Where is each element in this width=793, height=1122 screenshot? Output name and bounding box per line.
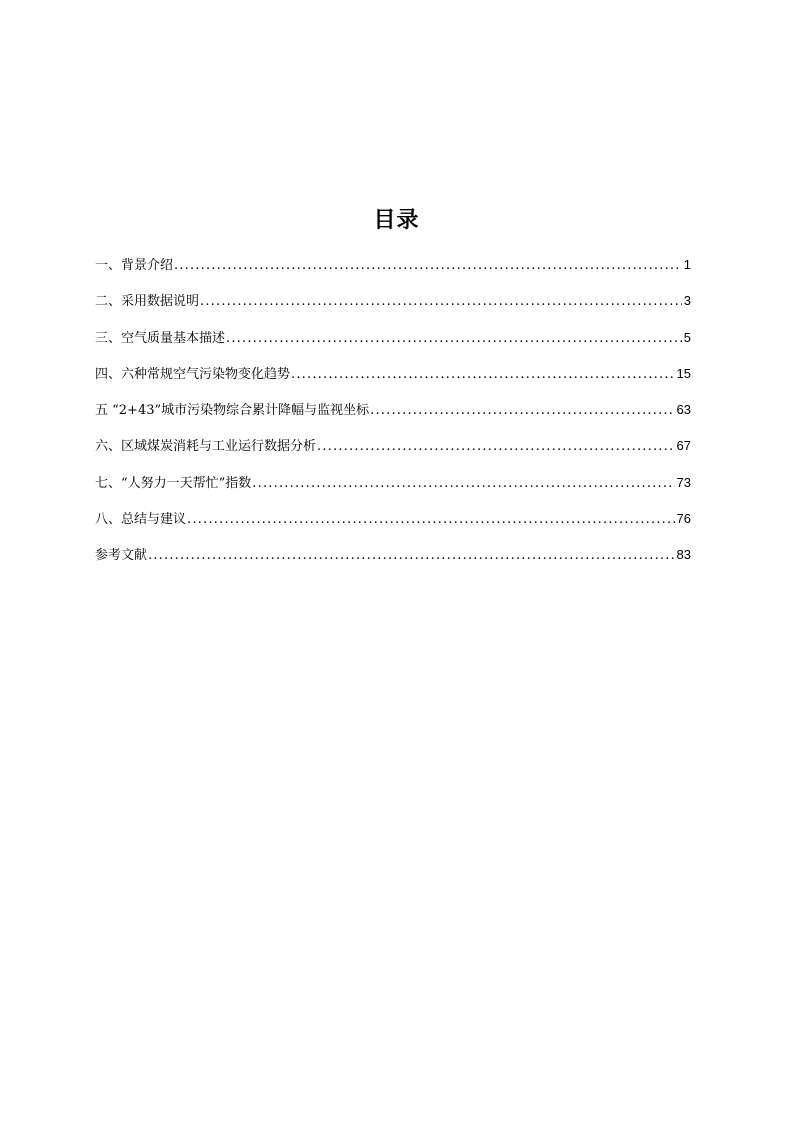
toc-entry-label: 七、“人努力一天帮忙”指数 (95, 475, 252, 491)
toc-page-number: 73 (676, 474, 691, 490)
toc-entry[interactable] (95, 327, 691, 363)
toc-dot-leader (226, 328, 682, 350)
toc-entry-label: 三、空气质量基本描述 (95, 330, 226, 346)
toc-entry-label: 四、六种常规空气污染物变化趋势 (95, 366, 291, 382)
toc-dot-leader (317, 436, 675, 458)
toc-dot-leader (148, 545, 675, 567)
toc-entry-label: 参考文献 (95, 548, 148, 564)
toc-page-number: 3 (683, 293, 691, 309)
toc-entry[interactable] (95, 472, 691, 508)
toc-dot-leader (291, 364, 675, 386)
toc-dot-leader (174, 255, 682, 277)
toc-entry[interactable] (95, 363, 691, 399)
toc-page-number: 15 (676, 365, 691, 381)
toc-entry-label: 一、背景介绍 (95, 258, 174, 273)
toc-dot-leader (187, 509, 675, 531)
toc-entry[interactable] (95, 290, 691, 326)
toc-dot-leader (370, 400, 674, 422)
toc-entry-label: 六、区域煤炭消耗与工业运行数据分析 (95, 439, 317, 455)
toc-entry[interactable] (95, 435, 691, 471)
toc-entry-label: 八、总结与建议 (95, 512, 187, 528)
toc-entry-label: 二、采用数据说明 (95, 294, 200, 310)
toc-dot-leader (200, 291, 682, 313)
toc-page-number: 5 (683, 329, 691, 345)
toc-page-number: 83 (676, 547, 691, 563)
toc-dot-leader (252, 473, 674, 495)
toc-page-number: 76 (676, 511, 691, 527)
toc-page-number: 63 (676, 402, 691, 418)
toc-entry[interactable] (95, 544, 691, 580)
toc-entry[interactable] (95, 399, 691, 435)
toc-entry[interactable] (95, 508, 691, 544)
toc-page-number: 1 (683, 257, 691, 272)
toc-entry-label: 五 “2+43”城市污染物综合累计降幅与监视坐标 (95, 403, 370, 419)
table-of-contents (95, 254, 691, 581)
toc-page-number: 67 (676, 438, 691, 454)
toc-entry[interactable] (95, 254, 691, 290)
toc-title: 目录 (373, 208, 420, 233)
